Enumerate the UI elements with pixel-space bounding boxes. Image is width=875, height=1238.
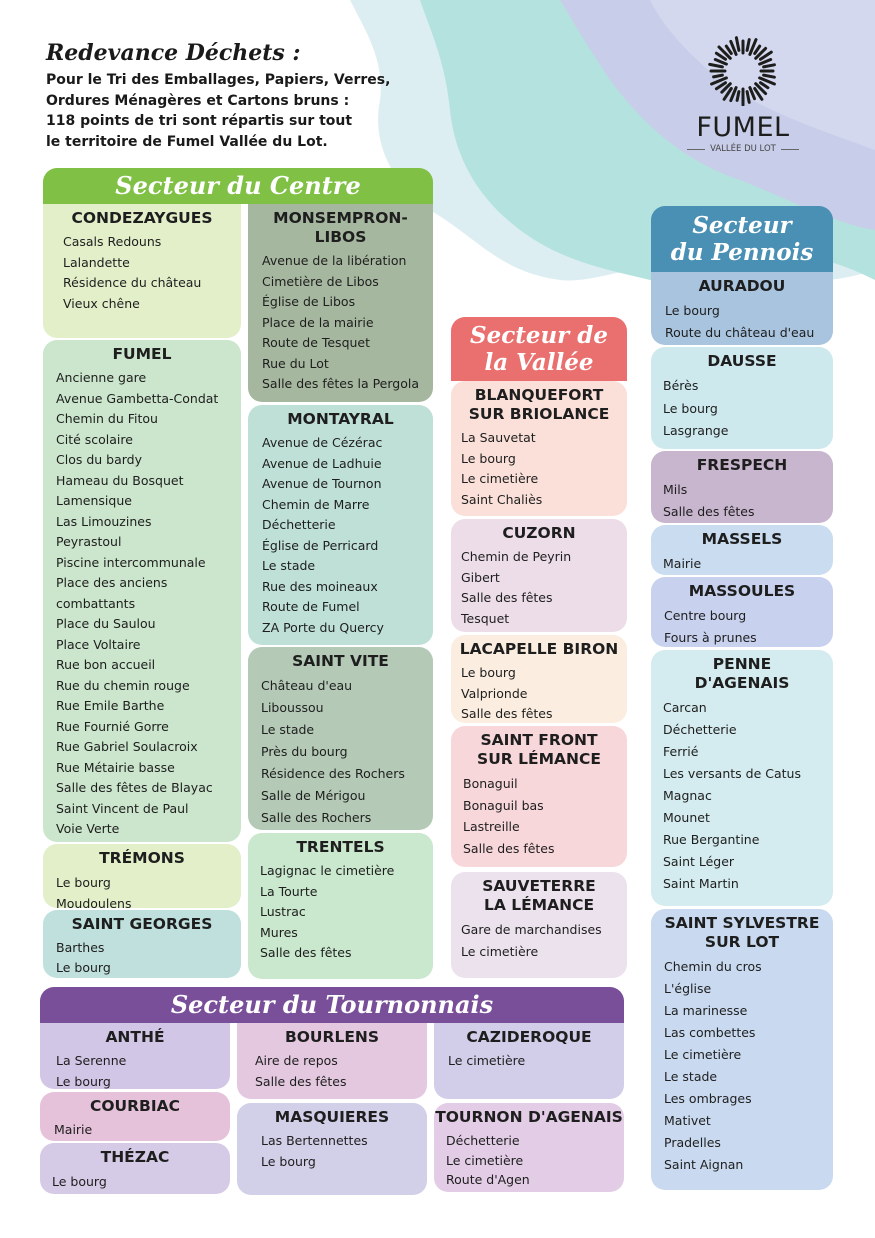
collection-point-list — [651, 553, 833, 574]
commune-box-massels — [651, 525, 833, 575]
collection-point: Bonaguil — [463, 776, 518, 791]
collection-point: Valprionde — [461, 685, 528, 701]
collection-point: ZA Porte du Quercy — [262, 619, 384, 635]
collection-point-list — [651, 375, 833, 443]
collection-point: Saint Martin — [663, 876, 739, 891]
collection-point: Vieux chêne — [63, 295, 140, 311]
commune-box-penne — [651, 650, 833, 906]
collection-point: Le cimetière — [664, 1047, 742, 1062]
commune-box-saint-front — [451, 726, 627, 867]
intro-title: Redevance Déchets : — [46, 40, 301, 66]
collection-point: Liboussou — [261, 700, 324, 715]
commune-name: THÉZAC — [100, 1148, 170, 1166]
collection-point: Chemin de Peyrin — [461, 549, 572, 564]
commune-name: SAINT FRONT SUR LÉMANCE — [477, 731, 601, 768]
collection-point: Le cimetière — [461, 471, 539, 486]
commune-name: BOURLENS — [284, 1028, 380, 1046]
collection-point: Saint Chaliès — [461, 491, 543, 507]
commune-name: PENNE D'AGENAIS — [694, 655, 790, 692]
logo-ray — [710, 64, 723, 67]
commune-name: ANTHÉ — [105, 1028, 165, 1046]
collection-point: Le bourg — [461, 665, 516, 680]
commune-name: MONSEMPRON- LIBOS — [273, 209, 408, 246]
commune-name: COURBIAC — [89, 1097, 181, 1115]
collection-point: Le stade — [262, 558, 316, 573]
collection-point: Ancienne gare — [56, 370, 147, 385]
collection-point: Route du château d'eau — [665, 325, 815, 340]
collection-point: Place Voltaire — [56, 636, 141, 652]
collection-point: Carcan — [663, 700, 707, 715]
collection-point-list — [237, 1131, 427, 1172]
commune-box-massoules — [651, 577, 833, 647]
commune-box-courbiac — [40, 1092, 230, 1141]
collection-point: La Serenne — [56, 1053, 127, 1068]
collection-point: Église de Perricard — [262, 537, 379, 553]
commune-name: CUZORN — [502, 524, 576, 542]
commune-box-tournon — [434, 1103, 624, 1192]
collection-point: Les versants de Catus — [663, 766, 801, 781]
collection-point: Le bourg — [461, 450, 516, 466]
logo-ray — [714, 75, 723, 77]
collection-point: La marinesse — [664, 1003, 748, 1018]
collection-point: Saint Léger — [663, 854, 735, 869]
collection-point: Hameau du Bosquet — [56, 472, 184, 488]
collection-point: Salle des fêtes — [260, 945, 352, 960]
collection-point: Les ombrages — [664, 1091, 752, 1106]
collection-point-list — [40, 1120, 230, 1141]
collection-point: La Sauvetat — [461, 430, 536, 445]
commune-name: BLANQUEFORT SUR BRIOLANCE — [468, 386, 610, 423]
commune-box-montayral — [248, 405, 433, 645]
collection-point: Rue des moineaux — [262, 578, 378, 594]
collection-point-list — [651, 605, 833, 647]
commune-name: SAUVETERRE LA LÉMANCE — [482, 877, 596, 914]
logo-ray — [761, 83, 768, 88]
collection-point: Le bourg — [56, 875, 111, 890]
collection-point-list — [651, 697, 833, 895]
commune-box-dausse — [651, 347, 833, 449]
collection-point: Le cimetière — [448, 1053, 526, 1068]
collection-point: Salle des fêtes — [461, 590, 553, 605]
collection-point: Église de Libos — [262, 294, 356, 309]
collection-point: Salle des fêtes de Blayac — [56, 780, 213, 795]
commune-name: MASQUIERES — [274, 1108, 390, 1126]
commune-name: MASSELS — [701, 530, 783, 548]
sunburst-logo-icon — [708, 36, 778, 106]
collection-point: Route de Tesquet — [262, 335, 371, 350]
logo-subtitle: VALLÉE DU LOT — [678, 144, 808, 154]
commune-name: AURADOU — [698, 277, 786, 295]
collection-point: Mils — [663, 482, 688, 497]
commune-name: MASSOULES — [688, 582, 796, 600]
collection-point-list — [43, 938, 241, 978]
collection-point: Lastreille — [463, 819, 520, 834]
collection-point: Las Limouzines — [56, 513, 152, 529]
commune-name: TRENTELS — [296, 838, 385, 856]
collection-point-list — [451, 547, 627, 629]
collection-point: Rue Métairie basse — [56, 759, 175, 775]
commune-box-blanquefort — [451, 381, 627, 516]
collection-point-list — [451, 919, 627, 962]
collection-point: Résidence du château — [63, 275, 202, 290]
collection-point: Rue du Lot — [262, 355, 329, 371]
logo-ray — [755, 46, 760, 53]
collection-point: Rue Emile Barthe — [56, 698, 165, 713]
collection-point-list — [451, 428, 627, 510]
collection-point: Le bourg — [665, 303, 720, 318]
collection-point: Résidence des Rochers — [261, 766, 405, 781]
collection-point: Route d'Agen — [446, 1172, 530, 1187]
commune-box-trentels — [248, 833, 433, 979]
collection-point: Lagignac le cimetière — [260, 863, 395, 878]
fumel-logo — [678, 36, 808, 154]
collection-point: Pradelles — [664, 1135, 721, 1150]
collection-point: Clos du bardy — [56, 452, 143, 467]
collection-point: Fours à prunes — [664, 630, 757, 645]
logo-name: FUMEL — [696, 112, 790, 143]
commune-box-fumel — [43, 340, 241, 842]
collection-point-list — [248, 433, 433, 638]
commune-box-lacapelle-biron — [451, 635, 627, 723]
collection-point: Chemin du Fitou — [56, 411, 158, 426]
collection-point: Cimetière de Libos — [262, 273, 379, 289]
collection-point: Déchetterie — [663, 722, 737, 737]
collection-point: Rue bon accueil — [56, 657, 156, 672]
collection-point: Magnac — [663, 788, 712, 803]
collection-point: La Tourte — [260, 883, 318, 899]
collection-point-list — [43, 872, 241, 908]
collection-point-list — [248, 861, 433, 964]
commune-name: FUMEL — [112, 345, 172, 363]
collection-point-list — [237, 1051, 427, 1092]
collection-point: Salle des Rochers — [261, 810, 372, 825]
collection-point: Salle des fêtes — [461, 706, 553, 721]
sector-banner-tournonnais: Secteur du Tournonnais — [40, 987, 624, 1023]
collection-point: Mures — [260, 924, 298, 940]
sector-banner-vallee: Secteur de la Vallée — [451, 317, 627, 381]
collection-point-list — [40, 1171, 230, 1192]
collection-point: Le bourg — [56, 960, 111, 975]
commune-box-frespech — [651, 451, 833, 523]
collection-point: Avenue de la libération — [262, 253, 407, 268]
intro-line: Ordures Ménagères et Cartons bruns : — [46, 92, 350, 109]
intro-block — [46, 40, 436, 152]
logo-ray — [747, 92, 749, 103]
collection-point: Saint Aignan — [664, 1157, 744, 1172]
collection-point: Le bourg — [663, 400, 718, 416]
collection-point: Gare de marchandises — [461, 922, 602, 937]
collection-point: Peyrastoul — [56, 534, 122, 549]
collection-point: Lalandette — [63, 254, 130, 270]
collection-point: Rue Bergantine — [663, 832, 760, 847]
collection-point: Salle des fêtes la Pergola — [262, 376, 420, 391]
commune-name: SAINT VITE — [292, 652, 389, 670]
intro-line: Pour le Tri des Emballages, Papiers, Verres, — [46, 72, 391, 88]
collection-point: Salle de Mérigou — [261, 788, 366, 803]
collection-point: Route de Fumel — [262, 599, 360, 614]
sector-banner-centre: Secteur du Centre — [43, 168, 433, 204]
collection-point: Bonaguil bas — [463, 797, 544, 813]
collection-point: Place de la mairie — [262, 314, 374, 330]
commune-name: CAZIDEROQUE — [466, 1028, 592, 1046]
commune-name: TRÉMONS — [99, 849, 185, 867]
intro-line: 118 points de tri sont répartis sur tout — [46, 113, 353, 129]
commune-name: TOURNON D'AGENAIS — [435, 1108, 623, 1126]
collection-point: Déchetterie — [262, 517, 336, 532]
commune-name: FRESPECH — [696, 456, 788, 474]
collection-point: Mativet — [664, 1113, 711, 1128]
collection-point-list — [40, 1051, 230, 1089]
collection-point-list — [43, 232, 241, 314]
collection-point: Le cimetière — [461, 943, 539, 959]
collection-point: Rue Fournié Gorre — [56, 718, 169, 734]
collection-point: Avenue Gambetta-Condat — [56, 390, 219, 406]
collection-point: Château d'eau — [261, 678, 353, 693]
collection-point: Le bourg — [56, 1073, 111, 1089]
commune-box-masquieres — [237, 1103, 427, 1195]
commune-name: DAUSSE — [707, 352, 777, 370]
collection-point-list — [651, 300, 833, 344]
collection-point: Le bourg — [52, 1174, 107, 1189]
collection-point-list — [248, 675, 433, 829]
collection-point: Chemin du cros — [664, 959, 762, 974]
collection-point: Bérès — [663, 378, 699, 393]
commune-box-saint-sylvestre — [651, 909, 833, 1190]
collection-point: L'église — [664, 981, 712, 996]
collection-point: Voie Verte — [56, 821, 120, 836]
commune-name: SAINT SYLVESTRE SUR LOT — [664, 914, 820, 951]
collection-point-list — [651, 479, 833, 522]
commune-name: CONDEZAYGUES — [71, 209, 213, 227]
commune-box-sauveterre — [451, 872, 627, 978]
collection-point: Rue du chemin rouge — [56, 677, 190, 693]
collection-point-list — [434, 1051, 624, 1072]
collection-point: Le stade — [664, 1069, 718, 1084]
collection-point: Casals Redouns — [63, 234, 162, 249]
collection-point: Avenue de Cézérac — [262, 435, 383, 450]
collection-point: Saint Vincent de Paul — [56, 800, 189, 816]
sector-banner-pennois: Secteur du Pennois — [651, 206, 833, 272]
collection-point: Salle des fêtes — [663, 503, 755, 519]
logo-ray — [737, 92, 739, 101]
collection-point-list — [451, 663, 627, 723]
collection-point: Las Bertennettes — [261, 1133, 368, 1148]
commune-name: MONTAYRAL — [287, 410, 394, 428]
collection-point: Ferrié — [663, 744, 699, 759]
collection-point: Salle des fêtes — [255, 1073, 347, 1089]
collection-point: Salle des fêtes — [463, 840, 555, 856]
logo-ray — [764, 65, 775, 67]
collection-point: Gibert — [461, 569, 500, 585]
collection-point: Le cimetière — [446, 1152, 524, 1168]
collection-point: combattants — [56, 595, 136, 611]
collection-point: Mounet — [663, 810, 710, 825]
collection-point: Centre bourg — [664, 608, 747, 623]
collection-point: Mairie — [663, 556, 702, 571]
collection-point: Près du bourg — [261, 744, 348, 759]
commune-box-cuzorn — [451, 519, 627, 632]
collection-point-list — [651, 956, 833, 1176]
commune-box-bourlens — [237, 1023, 427, 1099]
collection-point: Rue Gabriel Soulacroix — [56, 739, 198, 754]
collection-point: Lustrac — [260, 904, 306, 919]
collection-point: Aire de repos — [255, 1053, 338, 1068]
collection-point: Avenue de Tournon — [262, 476, 382, 491]
collection-point: Barthes — [56, 940, 105, 955]
logo-ray — [736, 38, 739, 51]
commune-box-anthe — [40, 1023, 230, 1089]
collection-point: Place des anciens — [56, 575, 168, 590]
commune-box-cazideroque — [434, 1023, 624, 1099]
collection-point: Le stade — [261, 722, 315, 737]
commune-box-condezaygues — [43, 204, 241, 338]
commune-box-auradou — [651, 272, 833, 345]
commune-name: LACAPELLE BIRON — [459, 640, 619, 658]
commune-box-tremons — [43, 844, 241, 908]
logo-ray — [747, 40, 749, 51]
commune-box-saint-georges — [43, 910, 241, 978]
collection-point: Lasgrange — [663, 423, 729, 438]
intro-line: le territoire de Fumel Vallée du Lot. — [46, 133, 328, 150]
collection-point: Place du Saulou — [56, 616, 156, 631]
collection-point: Lamensique — [56, 493, 132, 508]
commune-box-monsempron-libos — [248, 204, 433, 402]
collection-point: Cité scolaire — [56, 431, 133, 447]
collection-point: Déchetterie — [446, 1133, 520, 1148]
commune-box-saint-vite — [248, 647, 433, 830]
collection-point: Moudoulens — [56, 896, 132, 908]
logo-ray — [726, 46, 731, 53]
collection-point: Piscine intercommunale — [56, 554, 206, 570]
commune-name: SAINT GEORGES — [71, 915, 213, 933]
collection-point-list — [451, 773, 627, 859]
collection-point-list — [43, 368, 241, 840]
collection-point: Las combettes — [664, 1025, 756, 1040]
logo-ray — [764, 75, 775, 77]
collection-point: Chemin de Marre — [262, 496, 370, 512]
collection-point: Tesquet — [461, 610, 510, 626]
collection-point-list — [248, 251, 433, 395]
commune-box-thezac — [40, 1143, 230, 1194]
collection-point-list — [434, 1131, 624, 1190]
collection-point: Mairie — [54, 1122, 93, 1137]
collection-point: Avenue de Ladhuie — [262, 455, 382, 471]
collection-point: Le bourg — [261, 1153, 316, 1169]
